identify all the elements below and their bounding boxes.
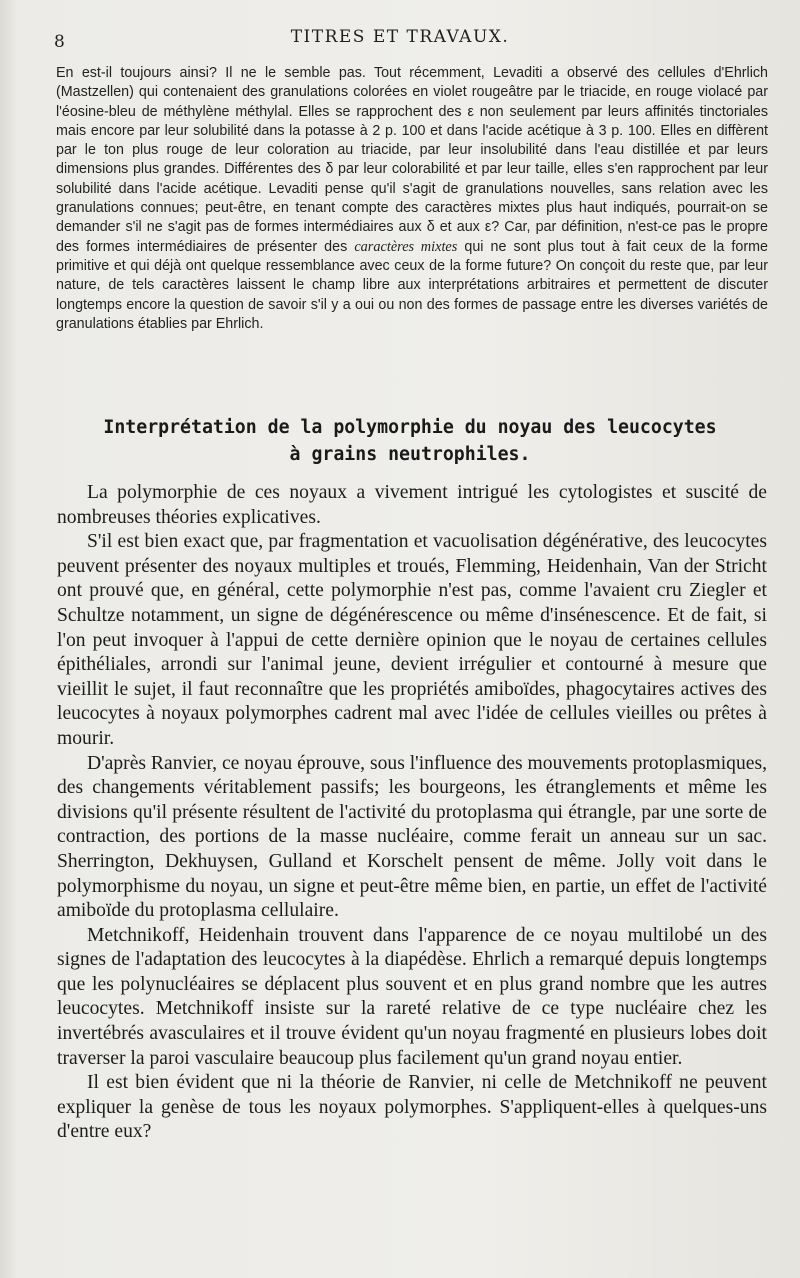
- running-head: [0, 24, 800, 54]
- paragraph: La polymorphie de ces noyaux a vivement intrigué les cytologistes et suscité de nombreuses théories explicatives.: [57, 482, 767, 528]
- small-print-text-part1: En est-il toujours ainsi? Il ne le semble pas. Tout récemment, Levaditi a observé des cellules d'Ehrlich (Mastzellen) qui contenaient des granulations colorées en violet rougeâtre par le triacide, en rouge violacé par l'éosine-bleu de méthylène méthylal. Elles se rapprochent des ε non seulement par leurs affinités tinctoriales mais encore par leur solubilité dans la potasse à 2 p. 100 et dans l'acide acétique à 3 p. 100. Elles en diffèrent par le ton plus rouge de leur coloration au triacide, par leur insolubilité dans l'eau distillée et par leurs dimensions plus grandes. Différentes des δ par leur colorabilité et par leur taille, elles s'en rapprochent par leur solubilité dans l'acide acétique. Levaditi pense qu'il s'agit de granulations nouvelles, sans relation avec les granulations connues; peut-être, en tenant compte des caractères mixtes plus haut indiqués, pourrait-on se demander s'il ne s'agit pas de formes intermédiaires aux δ et aux ε? Car, par définition, n'est-ce pas le propre des formes intermédiaires de présenter des: [56, 65, 768, 255]
- paragraph: Metchnikoff, Heidenhain trouvent dans l'apparence de ce noyau multilobé un des signes de l'adaptation des leucocytes à la diapédèse. Ehrlich a remarqué depuis longtemps que les polynucléaires se déplacent plus souvent et en plus grand nombre que les autres leucocytes. Metchnikoff insiste sur la rareté relative de ce type nucléaire chez les invertébrés avasculaires et il trouve évident qu'un noyau fragmenté en plusieurs lobes doit traverser la paroi vasculaire beaucoup plus facilement qu'un grand noyau entier.: [57, 924, 767, 1069]
- body-text: [57, 481, 767, 1145]
- running-head-title: TITRES ET TRAVAUX.: [290, 27, 510, 47]
- small-print-italic-term: caractères mixtes: [354, 238, 458, 255]
- paragraph: S'il est bien exact que, par fragmentation et vacuolisation dégénérative, des leucocytes peuvent présenter des noyaux multiples et troués, Flemming, Heidenhain, Van der Stricht ont prouvé que, en général, cette polymorphie n'est pas, comme l'avaient cru Ziegler et Schultze notamment, un signe de dégénérescence ou même d'insénescence. Et de fait, si l'on peut invoquer à l'appui de cette dernière opinion que le noyau de certaines cellules épithéliales, arrondi sur l'animal jeune, devient irrégulier et contourné à mesure que vieillit le sujet, il faut reconnaître que les propriétés amiboïdes, phagocytaires actives des leucocytes à noyaux polymorphes cadrent mal avec l'idée de cellules vieilles ou prêtes à mourir.: [57, 531, 767, 749]
- section-heading-line-2: à grains neutrophiles.: [289, 444, 531, 465]
- paragraph: Il est bien évident que ni la théorie de Ranvier, ni celle de Metchnikoff ne peuvent expliquer la genèse de tous les noyaux polymorphes. S'appliquent-elles à quelques-uns d'entre eux?: [57, 1072, 767, 1143]
- section-heading: [60, 414, 760, 468]
- page-number: 8: [54, 32, 66, 52]
- paragraph: D'après Ranvier, ce noyau éprouve, sous l'influence des mouvements protoplasmiques, des changements véritablement passifs; les bourgeons, les étranglements et même les divisions qu'il présente résultent de l'activité du protoplasma qui étrangle, par une sorte de contraction, des portions de la masse nucléaire, comme ferait un anneau sur un sac. Sherrington, Dekhuysen, Gulland et Korschelt pensent de même. Jolly voit dans le polymorphisme du noyau, un signe et peut-être même bien, en partie, un effet de l'activité amiboïde du protoplasma cellulaire.: [57, 752, 767, 922]
- small-print-paragraph: [56, 64, 768, 334]
- small-print-text-part2: qui ne sont plus tout à fait ceux de la forme primitive et qui déjà ont quelque ressemblance avec ceux de la forme future? On conçoit du reste que, par leur nature, de tels caractères laissent le champ libre aux interprétations arbitraires et permettent de discuter longtemps encore la question de savoir s'il y a oui ou non des formes de passage entre les diverses variétés de granulations établies par Ehrlich.: [56, 238, 768, 332]
- section-heading-line-1: Interprétation de la polymorphie du noyau des leucocytes: [103, 417, 717, 438]
